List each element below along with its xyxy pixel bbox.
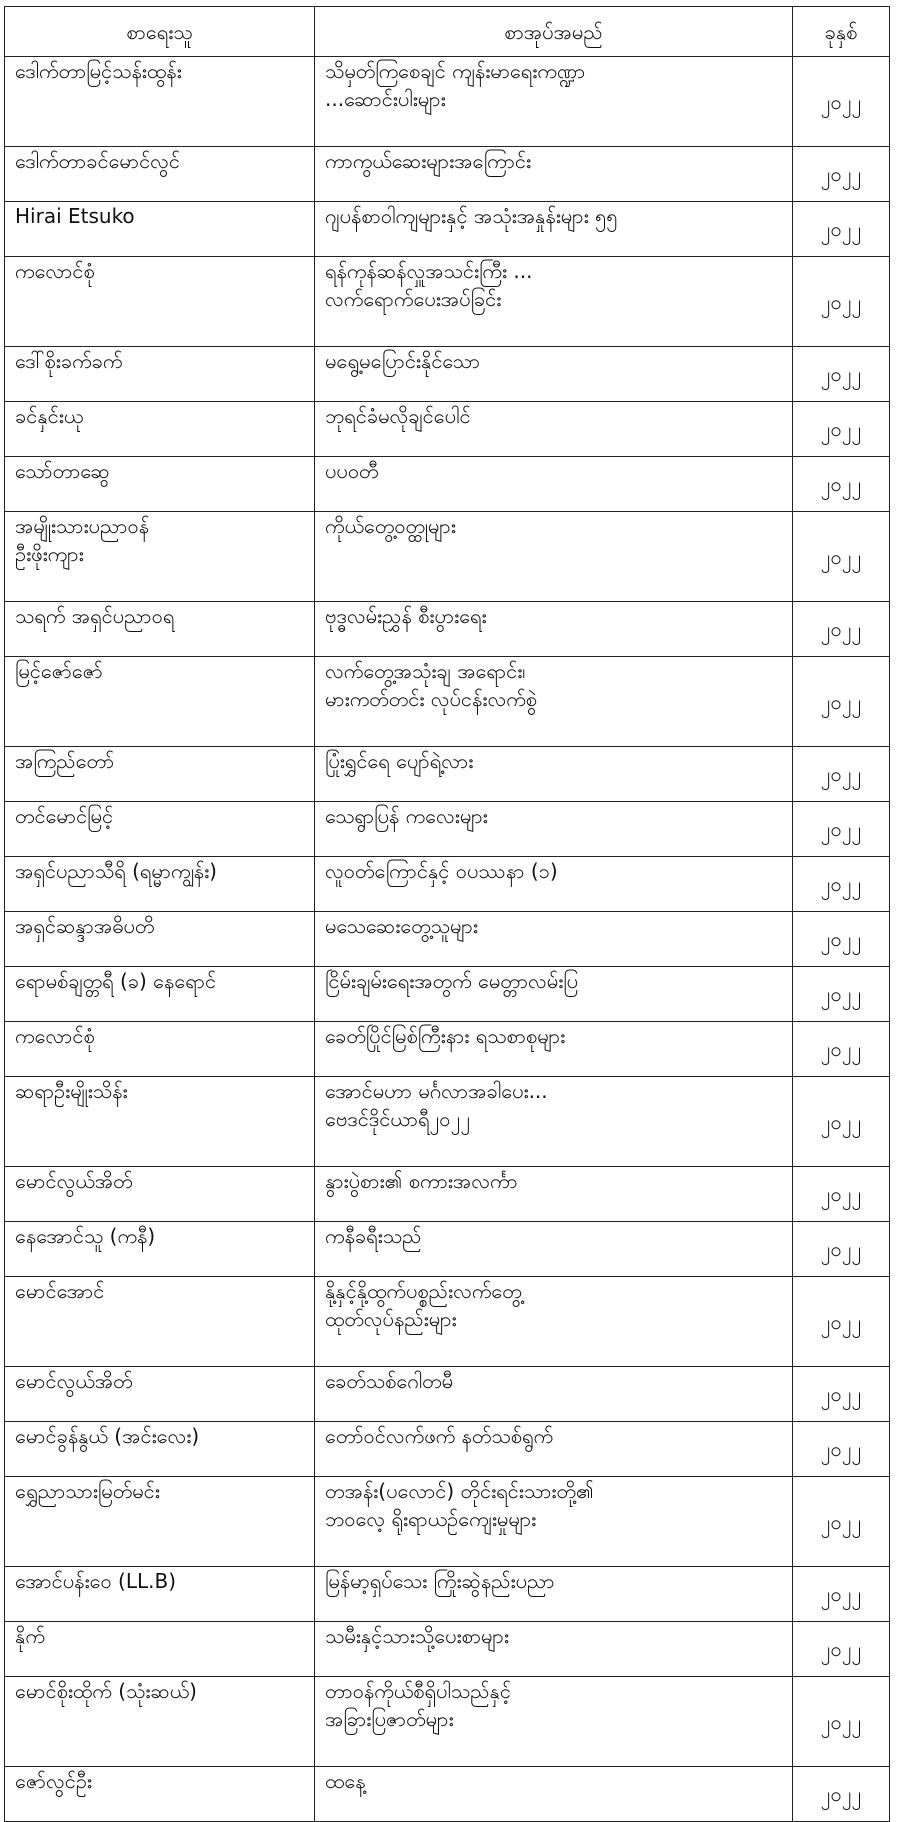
title-text: ဘုရင်ခံမလိုချင်ပေါင် bbox=[325, 404, 471, 428]
year-cell: ၂၀၂၂ bbox=[793, 857, 890, 912]
author-cell bbox=[5, 802, 315, 857]
author-cell bbox=[5, 602, 315, 657]
author-text: မောင်ခွန်နွယ် (အင်းလေး) bbox=[15, 1424, 200, 1448]
table-row bbox=[5, 747, 890, 802]
author-cell bbox=[5, 1367, 315, 1422]
title-text: တာဝန်ကိုယ်စီရှိပါသည်နှင့် bbox=[325, 1679, 511, 1703]
year-cell: ၂၀၂၂ bbox=[793, 1167, 890, 1222]
title-text: ကိုယ်တွေ့ဝတ္ထုများ bbox=[325, 514, 456, 538]
table-row bbox=[5, 1422, 890, 1477]
year-cell: ၂၀၂၂ bbox=[793, 457, 890, 512]
title-text: မားကတ်တင်း လုပ်ငန်းလက်စွဲ bbox=[325, 687, 538, 711]
table-row bbox=[5, 1367, 890, 1422]
author-text: ဇော်လွင်ဦး bbox=[15, 1769, 92, 1793]
author-cell bbox=[5, 912, 315, 967]
author-cell bbox=[5, 1422, 315, 1477]
year-cell: ၂၀၂၂ bbox=[793, 802, 890, 857]
table-row bbox=[5, 657, 890, 747]
table-row bbox=[5, 1477, 890, 1567]
table-row bbox=[5, 967, 890, 1022]
year-cell: ၂၀၂၂ bbox=[793, 912, 890, 967]
year-cell: ၂၀၂၂ bbox=[793, 147, 890, 202]
year-cell: ၂၀၂၂ bbox=[793, 402, 890, 457]
year-cell: ၂၀၂၂ bbox=[793, 347, 890, 402]
title-cell bbox=[315, 602, 793, 657]
title-cell bbox=[315, 1022, 793, 1077]
title-cell bbox=[315, 1422, 793, 1477]
author-text: သော်တာဆွေ bbox=[15, 459, 110, 483]
title-text: ရန်ကုန်ဆန်လှူအသင်းကြီး ... bbox=[325, 259, 533, 283]
author-text: ရောမစ်ချတ္တရီ (ခ) နေရောင် bbox=[15, 969, 217, 993]
title-cell bbox=[315, 147, 793, 202]
table-row bbox=[5, 202, 890, 257]
author-cell bbox=[5, 1222, 315, 1277]
book-list-table bbox=[4, 6, 890, 1822]
author-cell bbox=[5, 857, 315, 912]
title-text: သေရွာပြန် ကလေးများ bbox=[325, 804, 488, 828]
author-text: Hirai Etsuko bbox=[15, 204, 135, 228]
author-text: ဒေါ်စိုးခက်ခက် bbox=[15, 349, 123, 373]
author-text: မောင်စိုးထိုက် (သုံးဆယ်) bbox=[15, 1679, 197, 1703]
author-cell bbox=[5, 457, 315, 512]
author-cell bbox=[5, 347, 315, 402]
year-cell: ၂၀၂၂ bbox=[793, 1567, 890, 1622]
table-row bbox=[5, 1167, 890, 1222]
year-cell: ၂၀၂၂ bbox=[793, 1367, 890, 1422]
author-cell bbox=[5, 657, 315, 747]
table-row bbox=[5, 802, 890, 857]
author-text: မောင်လွယ်အိတ် bbox=[15, 1169, 133, 1193]
year-cell: ၂၀၂၂ bbox=[793, 202, 890, 257]
author-cell bbox=[5, 1477, 315, 1567]
title-text: ပပဝတီ bbox=[325, 459, 379, 483]
table-row bbox=[5, 512, 890, 602]
title-cell bbox=[315, 1167, 793, 1222]
year-cell: ၂၀၂၂ bbox=[793, 747, 890, 802]
title-text: တော်ဝင်လက်ဖက် နတ်သစ်ရွက် bbox=[325, 1424, 554, 1448]
author-cell bbox=[5, 202, 315, 257]
table-row bbox=[5, 602, 890, 657]
title-text: လက်ရောက်ပေးအပ်ခြင်း bbox=[325, 287, 502, 311]
title-text: ဂျပန်စာဝါကျများနှင့် အသုံးအနှုန်းများ ၅၅ bbox=[325, 204, 618, 228]
author-text: အရှင်ပညာသီရိ (ရမ္မာကျွန်း) bbox=[15, 859, 217, 883]
author-text: ဒေါက်တာခင်မောင်လွင် bbox=[15, 149, 181, 173]
title-column-header: စာအုပ်အမည် bbox=[315, 7, 793, 57]
title-text: မရွေ့မပြောင်းနိုင်သော bbox=[325, 349, 481, 373]
year-cell: ၂၀၂၂ bbox=[793, 1077, 890, 1167]
title-cell bbox=[315, 1767, 793, 1822]
title-cell bbox=[315, 1677, 793, 1767]
author-text: အောင်ပန်းဝေ (LL.B) bbox=[15, 1569, 177, 1593]
year-cell: ၂၀၂၂ bbox=[793, 602, 890, 657]
author-cell bbox=[5, 57, 315, 147]
title-text: တအန်း(ပလောင်) တိုင်းရင်းသားတို့၏ bbox=[325, 1479, 594, 1503]
year-cell: ၂၀၂၂ bbox=[793, 1622, 890, 1677]
table-row bbox=[5, 857, 890, 912]
table-row bbox=[5, 1767, 890, 1822]
title-text: ထနေ့ bbox=[325, 1769, 366, 1793]
author-text: ဆရာဦးမျိုးသိန်း bbox=[15, 1079, 128, 1103]
author-text: နေအောင်သူ (ကနီ) bbox=[15, 1224, 156, 1248]
table-row bbox=[5, 402, 890, 457]
title-cell bbox=[315, 1567, 793, 1622]
title-text: ကာကွယ်ဆေးများအကြောင်း bbox=[325, 149, 532, 173]
title-cell bbox=[315, 967, 793, 1022]
table-row bbox=[5, 1677, 890, 1767]
table-row bbox=[5, 457, 890, 512]
title-text: သိမှတ်ကြစေချင် ကျန်းမာရေးကဏ္ဍာ bbox=[325, 59, 586, 83]
author-column-header: စာရေးသူ bbox=[5, 7, 315, 57]
title-cell bbox=[315, 257, 793, 347]
author-text: အကြည်တော် bbox=[15, 749, 115, 773]
author-cell bbox=[5, 1677, 315, 1767]
title-cell bbox=[315, 802, 793, 857]
title-cell bbox=[315, 1367, 793, 1422]
author-text: ဦးဖိုးကျား bbox=[15, 542, 84, 566]
header-row bbox=[5, 7, 890, 57]
author-cell bbox=[5, 1167, 315, 1222]
table-row bbox=[5, 1277, 890, 1367]
year-cell: ၂၀၂၂ bbox=[793, 1422, 890, 1477]
title-cell bbox=[315, 1277, 793, 1367]
title-cell bbox=[315, 747, 793, 802]
table-row bbox=[5, 57, 890, 147]
book-list-sheet bbox=[4, 6, 889, 1806]
table-row bbox=[5, 347, 890, 402]
year-cell: ၂၀၂၂ bbox=[793, 1767, 890, 1822]
table-row bbox=[5, 1567, 890, 1622]
title-cell bbox=[315, 512, 793, 602]
author-cell bbox=[5, 147, 315, 202]
author-text: နိုက် bbox=[15, 1624, 45, 1648]
author-text: ကလောင်စုံ bbox=[15, 1024, 95, 1048]
author-text: သရက် အရှင်ပညာဝရ bbox=[15, 604, 175, 628]
year-cell: ၂၀၂၂ bbox=[793, 657, 890, 747]
author-text: မောင်အောင် bbox=[15, 1279, 105, 1303]
table-row bbox=[5, 1022, 890, 1077]
title-text: ခေတ်သစ်ဂေါတမီ bbox=[325, 1369, 454, 1393]
author-cell bbox=[5, 1022, 315, 1077]
title-cell bbox=[315, 457, 793, 512]
author-cell bbox=[5, 747, 315, 802]
year-cell: ၂၀၂၂ bbox=[793, 1477, 890, 1567]
table-row bbox=[5, 147, 890, 202]
title-text: ...ဆောင်းပါးများ bbox=[325, 87, 446, 111]
title-cell bbox=[315, 912, 793, 967]
title-text: ငြိမ်းချမ်းရေးအတွက် မေတ္တာလမ်းပြ bbox=[325, 969, 579, 993]
author-text: တင်မောင်မြင့် bbox=[15, 804, 114, 828]
author-text: အရှင်ဆန္ဒာအဓိပတိ bbox=[15, 914, 155, 938]
author-text: ဒေါက်တာမြင့်သန်းထွန်း bbox=[15, 59, 182, 83]
author-cell bbox=[5, 1277, 315, 1367]
title-text: ခေတ်ပြိုင်မြစ်ကြီးနား ရသစာစုများ bbox=[325, 1024, 566, 1048]
table-row bbox=[5, 257, 890, 347]
author-text: ရွှေညာသားမြတ်မင်း bbox=[15, 1479, 160, 1503]
title-text: ဗေဒင်ဒိုင်ယာရီ၂၀၂၂ bbox=[325, 1107, 471, 1131]
title-cell bbox=[315, 57, 793, 147]
title-text: မြန်မာ့ရှပ်သေး ကြိုးဆွဲနည်းပညာ bbox=[325, 1569, 555, 1593]
author-cell bbox=[5, 1567, 315, 1622]
title-text: ဘဝလေ့ ရိုးရာယဉ်ကျေးမှုများ bbox=[325, 1507, 537, 1531]
year-cell: ၂၀၂၂ bbox=[793, 1277, 890, 1367]
author-cell bbox=[5, 967, 315, 1022]
title-cell bbox=[315, 1222, 793, 1277]
table-row bbox=[5, 1222, 890, 1277]
title-cell bbox=[315, 202, 793, 257]
title-text: သမီးနှင့်သားသို့ပေးစာများ bbox=[325, 1624, 509, 1648]
title-text: ကနီခရီးသည် bbox=[325, 1224, 422, 1248]
title-text: မသေဆေးတွေ့သူများ bbox=[325, 914, 478, 938]
author-cell bbox=[5, 1077, 315, 1167]
year-cell: ၂၀၂၂ bbox=[793, 512, 890, 602]
year-cell: ၂၀၂၂ bbox=[793, 257, 890, 347]
author-cell bbox=[5, 402, 315, 457]
table-row bbox=[5, 1622, 890, 1677]
author-text: ကလောင်စုံ bbox=[15, 259, 95, 283]
year-cell: ၂၀၂၂ bbox=[793, 1677, 890, 1767]
author-cell bbox=[5, 1622, 315, 1677]
title-cell bbox=[315, 347, 793, 402]
title-text: လူဝတ်ကြောင်နှင့် ဝပဿနာ (၁) bbox=[325, 859, 558, 883]
title-text: အောင်မဟာ မင်္ဂလာအခါပေး... bbox=[325, 1079, 548, 1103]
title-text: နို့နှင့်နို့ထွက်ပစ္စည်းလက်တွေ့ bbox=[325, 1279, 522, 1303]
author-cell bbox=[5, 1767, 315, 1822]
table-row bbox=[5, 1077, 890, 1167]
year-cell: ၂၀၂၂ bbox=[793, 967, 890, 1022]
title-cell bbox=[315, 1077, 793, 1167]
year-cell: ၂၀၂၂ bbox=[793, 1022, 890, 1077]
author-text: ခင်နှင်းယု bbox=[15, 404, 84, 428]
title-text: လက်တွေ့အသုံးချ အရောင်း၊ bbox=[325, 659, 526, 683]
author-text: အမျိုးသားပညာဝန် bbox=[15, 514, 150, 538]
title-cell bbox=[315, 1622, 793, 1677]
year-column-header: ခုနှစ် bbox=[793, 7, 890, 57]
title-cell bbox=[315, 402, 793, 457]
year-cell: ၂၀၂၂ bbox=[793, 1222, 890, 1277]
title-text: ထုတ်လုပ်နည်းများ bbox=[325, 1307, 457, 1331]
table-row bbox=[5, 912, 890, 967]
book-rows bbox=[5, 57, 890, 1822]
title-text: ပြုံးရွှင်ရေ ပျော်ရဲ့လား bbox=[325, 749, 474, 773]
title-cell bbox=[315, 857, 793, 912]
title-text: ဗုဒ္ဓလမ်းညွှန် စီးပွားရေး bbox=[325, 604, 487, 628]
title-text: အခြားပြဇာတ်များ bbox=[325, 1707, 454, 1731]
title-text: နွားပွဲစား၏ စကားအလင်္ကာ bbox=[325, 1169, 518, 1193]
author-cell bbox=[5, 257, 315, 347]
year-cell: ၂၀၂၂ bbox=[793, 57, 890, 147]
title-cell bbox=[315, 1477, 793, 1567]
author-text: မြင့်ဇော်ဇော် bbox=[15, 659, 103, 683]
author-cell bbox=[5, 512, 315, 602]
title-cell bbox=[315, 657, 793, 747]
author-text: မောင်လွယ်အိတ် bbox=[15, 1369, 133, 1393]
